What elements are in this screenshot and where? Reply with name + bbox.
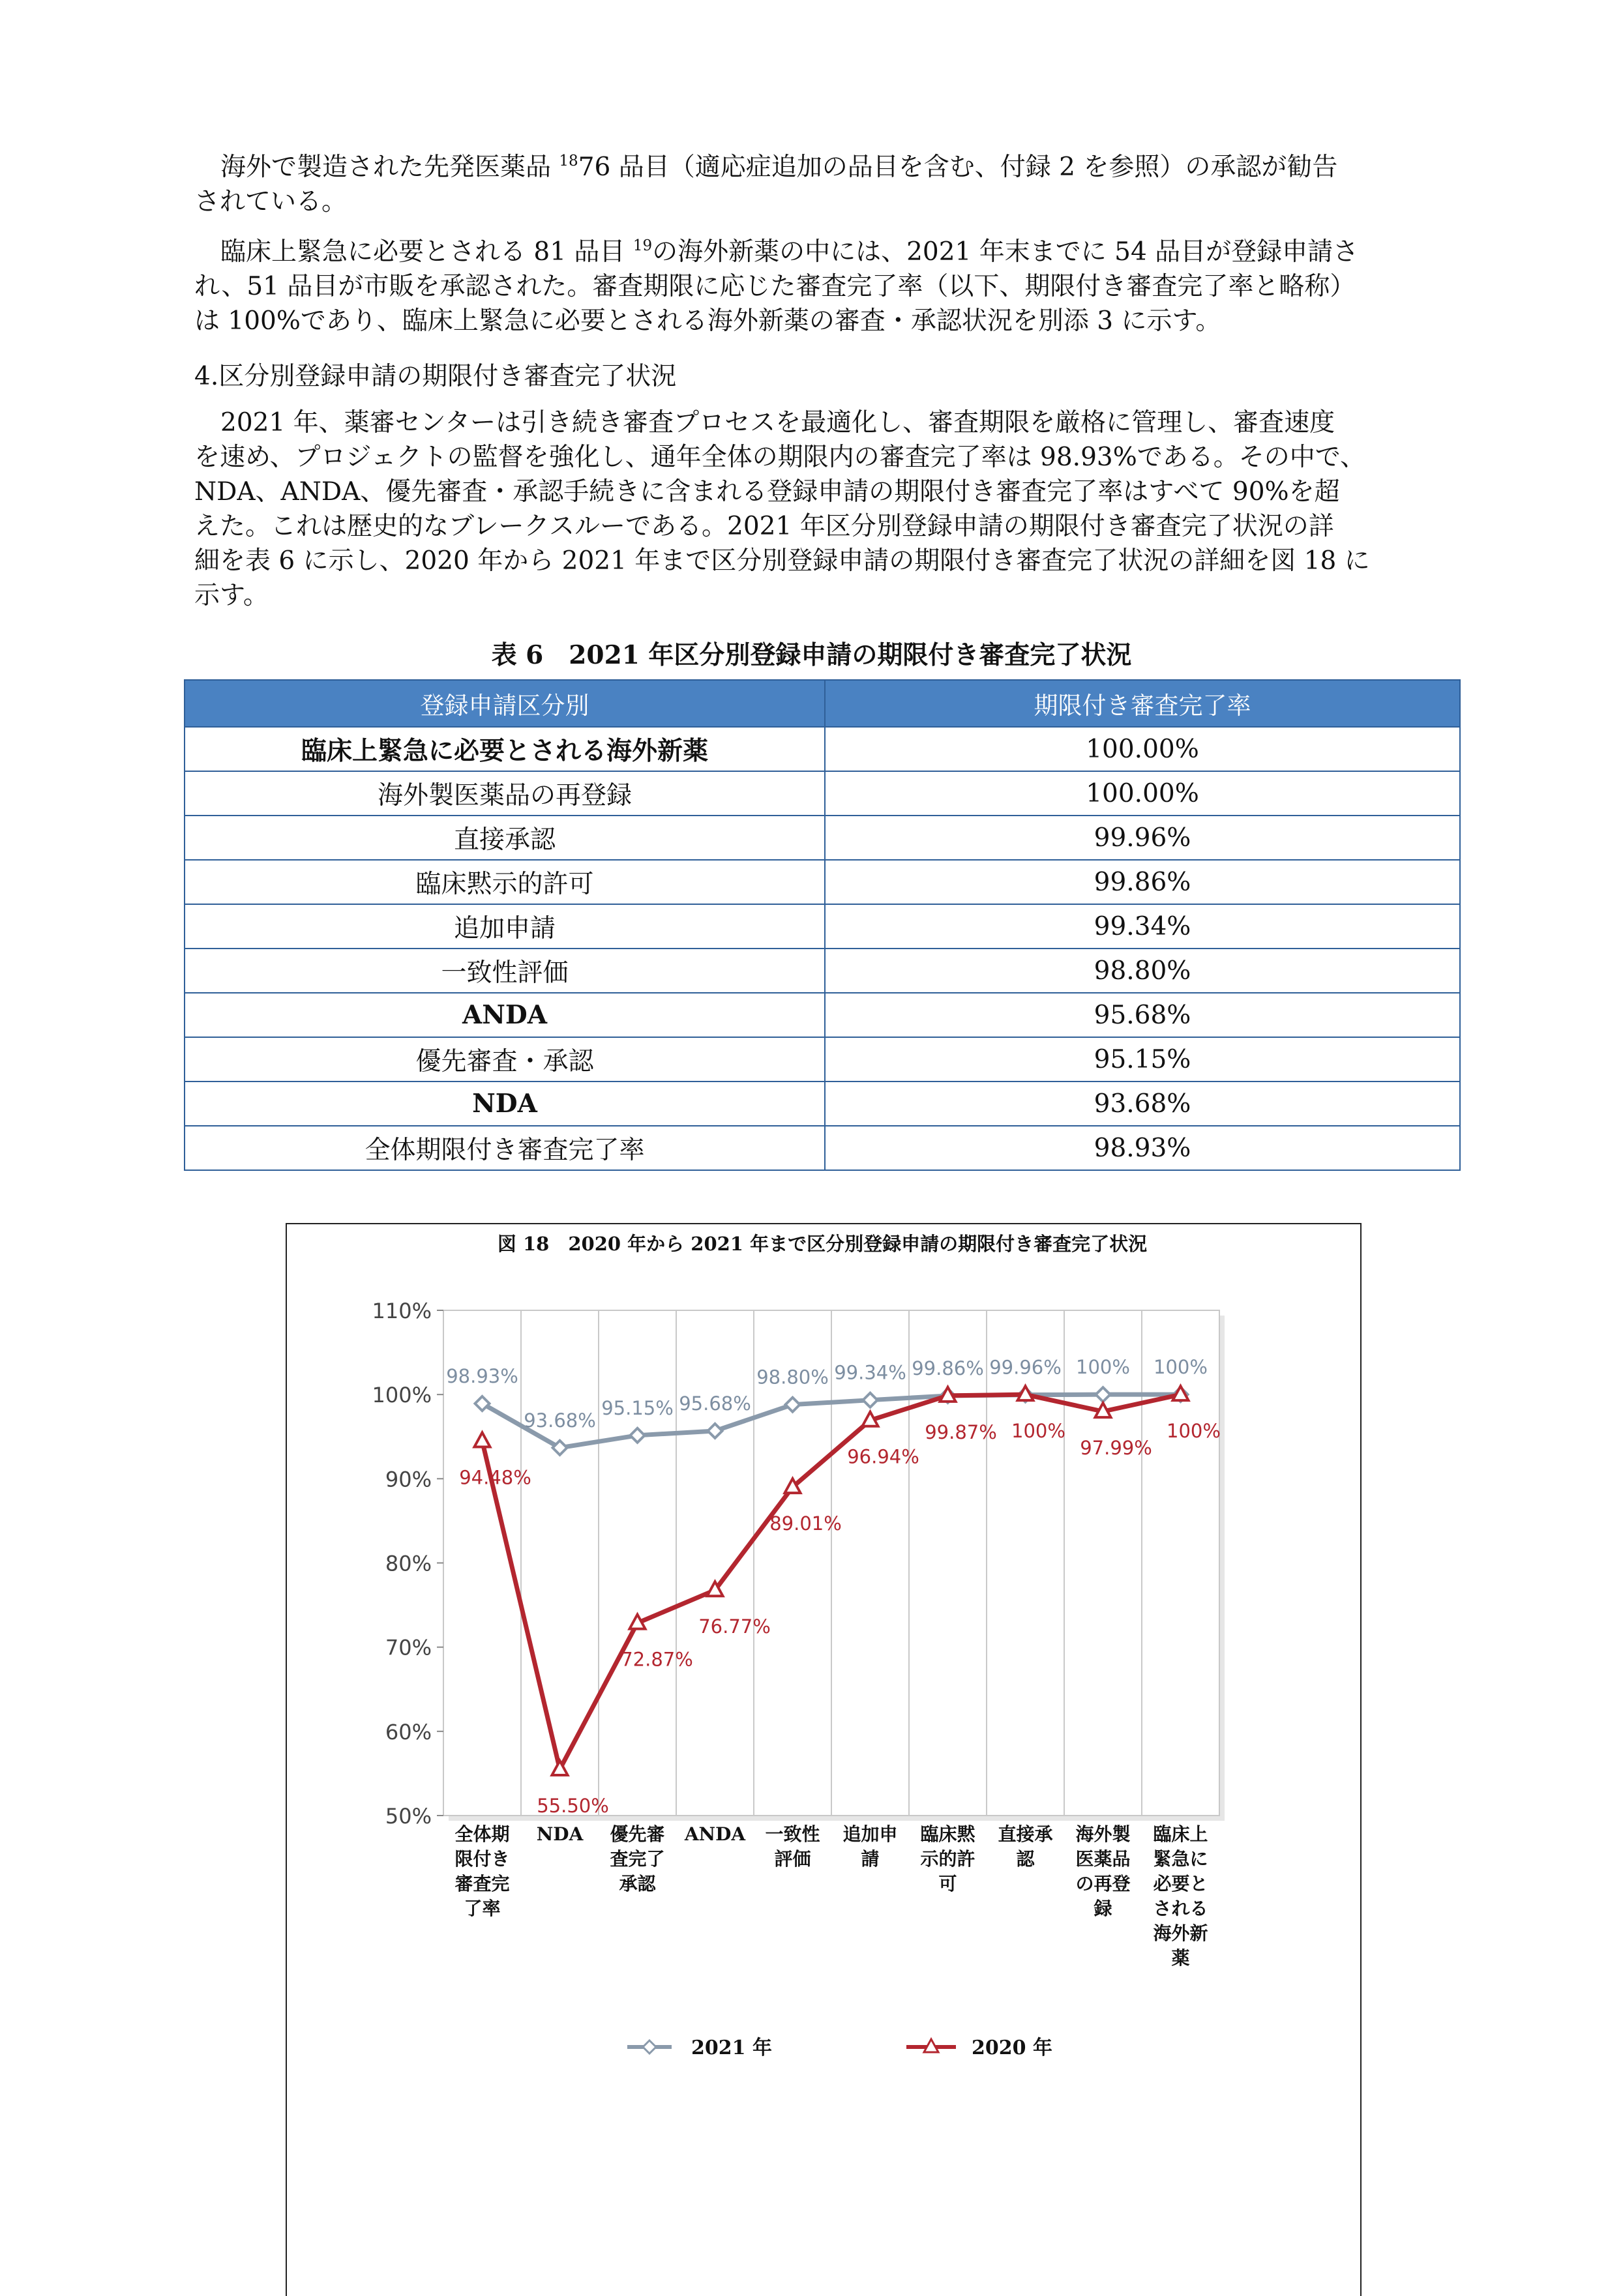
x-category-label: 請 xyxy=(861,1848,880,1870)
text-line: NDA、ANDA、優先審査・承認手続きに含まれる登録申請の期限付き審査完了率はすべて 90%を超 xyxy=(194,477,1340,507)
y-tick-label: 110% xyxy=(372,1299,432,1323)
row-category: 一致性評価 xyxy=(185,949,825,993)
x-category-label: 示的許 xyxy=(920,1848,975,1870)
header-rate: 期限付き審査完了率 xyxy=(825,680,1460,727)
row-category: 追加申請 xyxy=(185,904,825,949)
x-category-label: ANDA xyxy=(684,1823,746,1845)
series-2021-data-label: 99.34% xyxy=(834,1361,906,1384)
legend-2021-label: 2021 年 xyxy=(691,2037,772,2059)
text-line: 2021 年、薬審センターは引き続き審査プロセスを最適化し、審査期限を厳格に管理し、審査速度 xyxy=(220,408,1335,437)
x-category-label: 必要と xyxy=(1153,1873,1208,1894)
series-2020-data-label: 97.99% xyxy=(1080,1437,1152,1460)
x-category-label: 海外新 xyxy=(1153,1922,1208,1944)
x-category-label: される xyxy=(1153,1898,1208,1919)
series-2021-data-label: 98.80% xyxy=(756,1366,829,1389)
x-category-label: 追加申 xyxy=(842,1823,898,1845)
series-2021-data-label: 98.93% xyxy=(446,1364,518,1387)
legend-2021-marker xyxy=(643,2040,656,2053)
footnote-ref: 18 xyxy=(559,153,578,169)
text-line: されている。 xyxy=(194,187,348,216)
x-category-label: 限付き xyxy=(454,1848,510,1870)
text-line: 細を表 6 に示し、2020 年から 2021 年まで区分別登録申請の期限付き審査完了状況の詳細を図 18 に xyxy=(194,546,1370,576)
x-category-label: 海外製 xyxy=(1075,1823,1131,1845)
text-line: 示す。 xyxy=(194,581,269,610)
header-category: 登録申請区分別 xyxy=(185,680,825,727)
x-category-label: 薬 xyxy=(1171,1947,1190,1969)
x-category-label: 録 xyxy=(1094,1898,1112,1919)
footnote-ref: 19 xyxy=(633,237,653,254)
text-line: 海外で製造された先発医薬品 $^{18}$76 品目（適応症追加の品目を含む、付録 2 を参照）の承認が勧告 xyxy=(220,153,1338,182)
x-category-label: 臨床黙 xyxy=(920,1823,975,1845)
y-tick-label: 50% xyxy=(385,1804,432,1829)
chart-title: 図 18 2020 年から 2021 年まで区分別登録申請の期限付き審査完了状況 xyxy=(497,1233,1148,1255)
x-category-label: 可 xyxy=(938,1873,957,1894)
row-category: NDA xyxy=(185,1082,825,1126)
series-2020-data-label: 96.94% xyxy=(847,1445,919,1468)
series-2020-data-label: 100% xyxy=(1011,1420,1065,1443)
x-category-label: 全体期 xyxy=(454,1823,510,1845)
y-tick-label: 90% xyxy=(385,1467,432,1492)
y-tick-label: 60% xyxy=(385,1719,432,1744)
row-rate: 99.96% xyxy=(825,816,1460,860)
row-category: 臨床黙示的許可 xyxy=(185,860,825,904)
section-heading: 4.区分別登録申請の期限付き審査完了状況 xyxy=(194,362,677,391)
row-rate: 95.68% xyxy=(825,993,1460,1037)
row-rate: 99.34% xyxy=(825,904,1460,949)
series-2021-data-label: 93.68% xyxy=(524,1409,596,1432)
row-rate: 100.00% xyxy=(825,727,1460,771)
series-2021-data-label: 95.15% xyxy=(601,1396,674,1419)
series-2020-data-label: 94.48% xyxy=(459,1466,531,1489)
x-category-label: NDA xyxy=(536,1823,584,1845)
legend-2020-label: 2020 年 xyxy=(972,2037,1052,2059)
x-category-label: 優先審 xyxy=(610,1823,665,1845)
series-2020-data-label: 76.77% xyxy=(698,1615,771,1638)
series-2020-data-label: 99.87% xyxy=(925,1420,997,1443)
row-category: 優先審査・承認 xyxy=(185,1037,825,1082)
x-category-label: 緊急に xyxy=(1153,1848,1208,1870)
text-line: は 100%であり、臨床上緊急に必要とされる海外新薬の審査・承認状況を別添 3 に示す。 xyxy=(194,306,1221,336)
x-category-label: 一致性 xyxy=(765,1823,820,1845)
x-category-label: 了率 xyxy=(464,1898,501,1919)
series-2021-data-label: 99.86% xyxy=(912,1357,984,1379)
x-category-label: 審査完 xyxy=(454,1873,510,1894)
row-category: ANDA xyxy=(185,993,825,1037)
series-2020-data-label: 89.01% xyxy=(769,1512,842,1535)
table-caption: 表 6 2021 年区分別登録申請の期限付き審査完了状況 xyxy=(491,640,1132,670)
series-2021-data-label: 100% xyxy=(1076,1356,1130,1379)
y-tick-label: 80% xyxy=(385,1551,432,1576)
row-rate: 93.68% xyxy=(825,1082,1460,1126)
x-category-label: 臨床上 xyxy=(1153,1823,1208,1845)
x-category-label: 承認 xyxy=(619,1873,656,1894)
series-2021-data-label: 95.68% xyxy=(679,1392,751,1415)
row-rate: 99.86% xyxy=(825,860,1460,904)
series-2020-data-label: 72.87% xyxy=(621,1648,693,1671)
row-rate: 98.80% xyxy=(825,949,1460,993)
row-category: 海外製医薬品の再登録 xyxy=(185,771,825,816)
series-2020-data-label: 100% xyxy=(1167,1420,1221,1443)
row-category: 臨床上緊急に必要とされる海外新薬 xyxy=(185,727,825,771)
text-line: 臨床上緊急に必要とされる 81 品目 $^{19}$の海外新薬の中には、2021 年末までに 54 品目が登録申請さ xyxy=(220,237,1359,267)
x-category-label: 直接承 xyxy=(998,1823,1053,1845)
row-rate: 95.15% xyxy=(825,1037,1460,1082)
x-category-label: 認 xyxy=(1016,1848,1035,1870)
y-tick-label: 100% xyxy=(372,1383,432,1408)
x-category-label: 医薬品 xyxy=(1075,1848,1131,1870)
x-category-label: 査完了 xyxy=(610,1848,665,1870)
x-category-label: の再登 xyxy=(1075,1873,1131,1894)
row-category: 全体期限付き審査完了率 xyxy=(185,1126,825,1170)
series-2020-data-label: 55.50% xyxy=(537,1794,609,1817)
text-line: えた。これは歴史的なブレークスルーである。2021 年区分別登録申請の期限付き審査完了状況の詳 xyxy=(194,512,1334,541)
text-line: を速め、プロジェクトの監督を強化し、通年全体の期限内の審査完了率は 98.93%である。その中で、 xyxy=(194,443,1365,472)
row-category: 直接承認 xyxy=(185,816,825,860)
row-rate: 100.00% xyxy=(825,771,1460,816)
text-line: れ、51 品目が市販を承認された。審査期限に応じた審査完了率（以下、期限付き審査完了率と略称） xyxy=(194,272,1356,301)
series-2021-data-label: 100% xyxy=(1154,1356,1208,1379)
x-category-label: 評価 xyxy=(774,1848,811,1870)
y-tick-label: 70% xyxy=(385,1635,432,1660)
row-rate: 98.93% xyxy=(825,1126,1460,1170)
series-2021-data-label: 99.96% xyxy=(989,1356,1062,1379)
